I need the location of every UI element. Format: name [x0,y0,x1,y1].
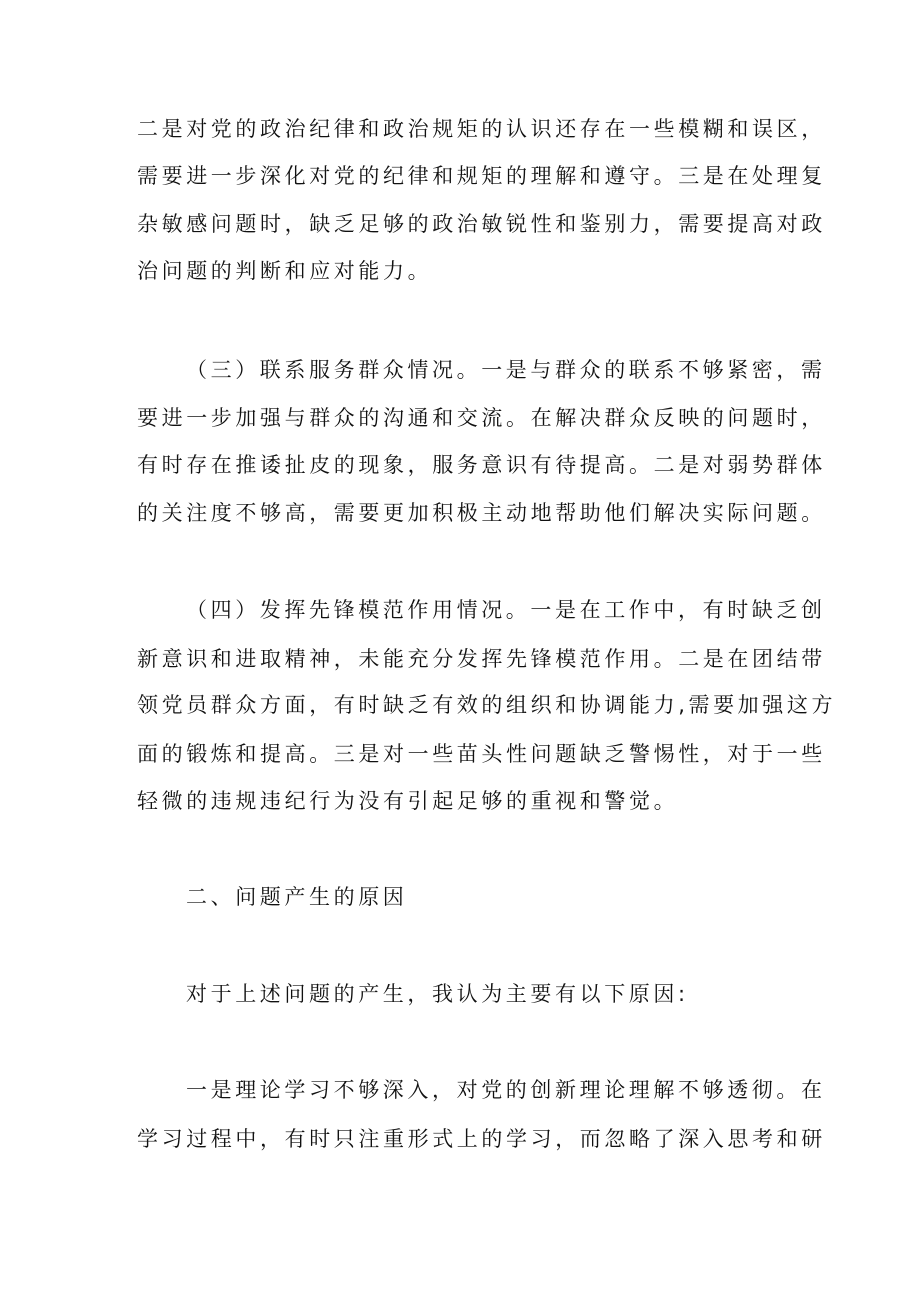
text-line: （三）联系服务群众情况。一是与群众的联系不够紧密，需 [186,358,826,382]
section-heading: 二、问题产生的原因 [186,885,408,909]
text-line: 面的锻炼和提高。三是对一些苗头性问题缺乏警惕性，对于一些 [137,742,826,766]
text-line: 要进一步加强与群众的沟通和交流。在解决群众反映的问题时， [137,406,826,430]
text-line: 新意识和进取精神，未能充分发挥先锋模范作用。二是在团结带 [137,647,826,671]
text-line: 的关注度不够高，需要更加积极主动地帮助他们解决实际问题。 [137,501,826,525]
text-line: 领党员群众方面，有时缺乏有效的组织和协调能力,需要加强这方 [137,693,837,717]
text-line: 杂敏感问题时，缺乏足够的政治敏锐性和鉴别力，需要提高对政 [137,212,826,236]
text-line: 有时存在推诿扯皮的现象，服务意识有待提高。二是对弱势群体 [137,453,826,477]
text-line: （四）发挥先锋模范作用情况。一是在工作中，有时缺乏创 [186,598,826,622]
text-line: 治问题的判断和应对能力。 [137,259,433,283]
text-line: 一是理论学习不够深入，对党的创新理论理解不够透彻。在 [186,1078,826,1102]
text-line: 需要进一步深化对党的纪律和规矩的理解和遵守。三是在处理复 [137,164,826,188]
text-line: 学习过程中，有时只注重形式上的学习，而忽略了深入思考和研 [137,1127,826,1151]
text-line: 轻微的违规违纪行为没有引起足够的重视和警觉。 [137,789,679,813]
text-line: 二是对党的政治纪律和政治规矩的认识还存在一些模糊和误区， [137,117,826,141]
text-line: 对于上述问题的产生，我认为主要有以下原因: [186,982,689,1006]
